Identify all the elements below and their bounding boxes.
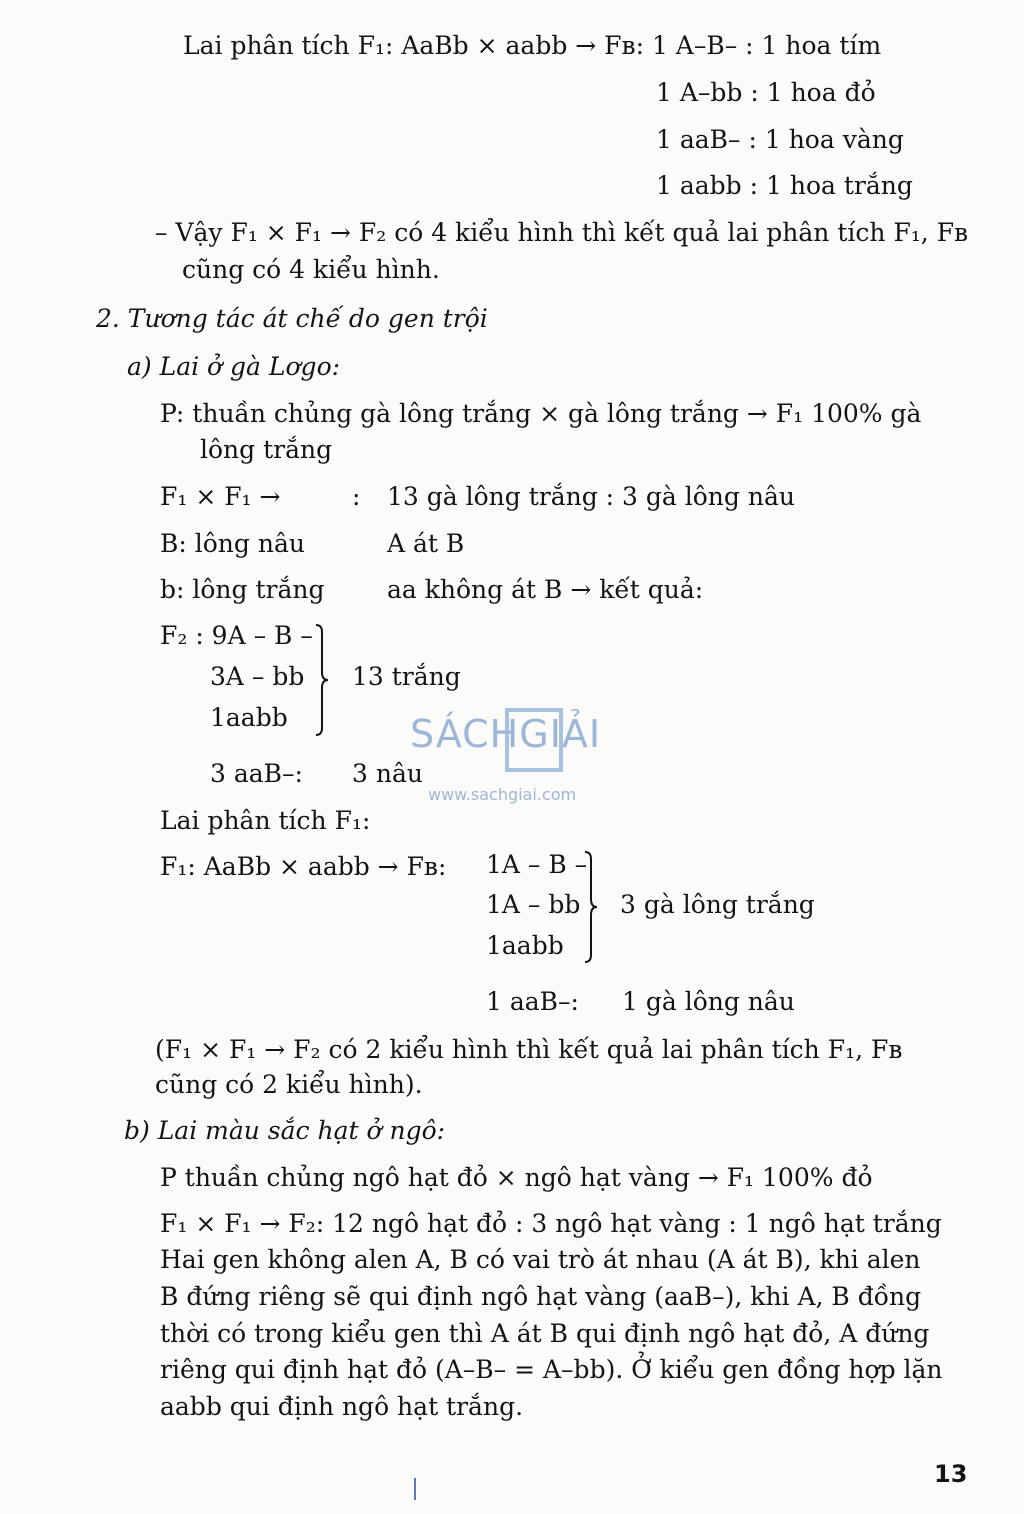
corn-p-line: P thuần chủng ngô hạt đỏ × ngô hạt vàng → F₁ 100% đỏ — [160, 1163, 873, 1192]
top-line-2: 1 A–bb : 1 hoa đỏ — [656, 78, 876, 107]
page-number: 13 — [934, 1460, 968, 1488]
top-line-3: 1 aaB– : 1 hoa vàng — [656, 125, 904, 154]
p-line-2: lông trắng — [200, 435, 333, 464]
fb-left: F₁: AaBb × aabb → Fʙ: — [160, 852, 447, 881]
f2-brace — [315, 624, 329, 736]
f2-row-4-left: 3 aaB–: — [210, 759, 303, 788]
analysis-heading: Lai phân tích F₁: — [160, 806, 371, 835]
f2-row-2: 3A – bb — [210, 662, 305, 691]
f2-row-1: F₂ : 9A – B – — [160, 621, 313, 650]
f2-row-3: 1aabb — [210, 703, 288, 732]
fb-row-4-right: 1 gà lông nâu — [622, 987, 795, 1016]
f1f1-right: 13 gà lông trắng : 3 gà lông nâu — [387, 482, 795, 511]
top-line-1: Lai phân tích F₁: AaBb × aabb → Fʙ: 1 A–B– : 1 hoa tím — [183, 31, 882, 60]
paragraph-line-2: B đứng riêng sẽ qui định ngô hạt vàng (aaB–), khi A, B đồng — [160, 1282, 922, 1311]
top-line-4: 1 aabb : 1 hoa trắng — [656, 171, 913, 200]
note-line-1: (F₁ × F₁ → F₂ có 2 kiểu hình thì kết quả lai phân tích F₁, Fʙ — [155, 1035, 903, 1064]
top-conclusion-1: – Vậy F₁ × F₁ → F₂ có 4 kiểu hình thì kết quả lai phân tích F₁, Fʙ — [155, 218, 969, 247]
f2-row-4-right: 3 nâu — [352, 759, 423, 788]
corn-f2-line: F₁ × F₁ → F₂: 12 ngô hạt đỏ : 3 ngô hạt vàng : 1 ngô hạt trắng — [160, 1209, 942, 1238]
fb-row-2: 1A – bb — [486, 890, 581, 919]
fb-row-4-left: 1 aaB–: — [486, 987, 579, 1016]
fb-group-label: 3 gà lông trắng — [620, 890, 815, 919]
gene-B-right: A át B — [387, 529, 465, 558]
p-line-1: P: thuần chủng gà lông trắng × gà lông trắng → F₁ 100% gà — [160, 399, 922, 428]
paragraph-line-5: aabb qui định ngô hạt trắng. — [160, 1392, 524, 1421]
paragraph-line-4: riêng qui định hạt đỏ (A–B– = A–bb). Ở kiểu gen đồng hợp lặn — [160, 1355, 943, 1384]
fb-brace — [584, 851, 598, 963]
gene-b-left: b: lông trắng — [160, 575, 325, 604]
watermark-brand: SÁCHGIẢI — [410, 712, 602, 756]
f2-group-label: 13 trắng — [352, 662, 461, 691]
subsection-b-heading: b) Lai màu sắc hạt ở ngô: — [124, 1116, 446, 1145]
f1f1-colon: : — [352, 482, 361, 511]
gene-b-right: aa không át B → kết quả: — [387, 575, 704, 604]
fb-row-1: 1A – B – — [486, 850, 588, 879]
fb-row-3: 1aabb — [486, 931, 564, 960]
subsection-a-heading: a) Lai ở gà Lơgo: — [127, 352, 341, 381]
scan-mark — [414, 1478, 416, 1500]
f1f1-left: F₁ × F₁ → — [160, 482, 281, 511]
paragraph-line-3: thời có trong kiểu gen thì A át B qui định ngô hạt đỏ, A đứng — [160, 1319, 930, 1348]
section-heading: 2. Tương tác át chế do gen trội — [96, 304, 488, 333]
note-line-2: cũng có 2 kiểu hình). — [155, 1070, 423, 1099]
gene-B-left: B: lông nâu — [160, 529, 305, 558]
top-conclusion-2: cũng có 4 kiểu hình. — [182, 255, 440, 284]
paragraph-line-1: Hai gen không alen A, B có vai trò át nhau (A át B), khi alen — [160, 1245, 921, 1274]
watermark-url: www.sachgiai.com — [428, 785, 577, 804]
